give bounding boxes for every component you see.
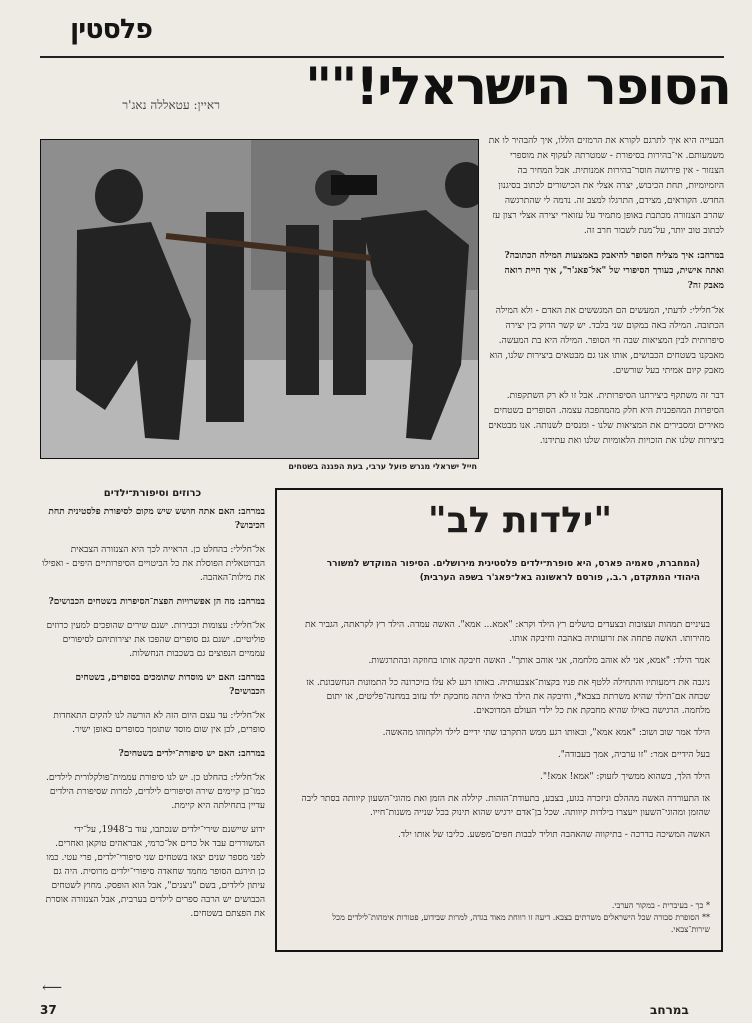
- photo-scene: [41, 140, 478, 458]
- right-column: [486, 134, 724, 459]
- question-2: במרחב: האם אתה חושש שיש מקום לסיפורת פלסטינית תחת הכיבוש?: [48, 507, 265, 531]
- story-paragraph-4: הילד אמר שוב ושוב: "אמא אמא", ובאותו רגע ממש התקרבו שתי ידיים לילד ולקחוהו מהאשה.: [382, 728, 710, 738]
- footnote-2: ** הסופרת סבורה שכל הישראלים משרתים בצבא. דיעה זו רווחת מאוד בגדה, למרות שבידוע, פטורות אימהות־לילדים מכל שירות־צבאי.: [332, 913, 710, 934]
- continue-arrow-icon: ⟵: [42, 980, 63, 996]
- story-title: "ילדות לב": [427, 500, 613, 541]
- story-footnotes: [300, 900, 710, 936]
- story-paragraph-5: בעל הידיים אמר: "זו ערביה, אמך בעבודה".: [557, 750, 710, 760]
- left-final-paragraph: ידוע שיישנם שירי־ילדים שנכתבו, עוד ב־1948, על־ידי המשוררים עבד אל כרים אל־כרמי, אבראהים טוקאן ואחרים. לפני מספר שנים יצאו בשטחים שני סיפורי־ילדים, פרי עטי. כמו כן תירגם הסופר מחמד שחאדה סיפורי־ילדים מרוסית. היה גם עיתון לילדים, בשם "ניצנים", אבל הוא הופסק. מחוץ לשטחים הכבושים יש הרבה ספרים לילדים בערבית, אבל הצנזורה אוסרת את הפצתם בשטחים.: [45, 825, 265, 919]
- story-body: [300, 618, 710, 850]
- story-paragraph-7: אז התעוררה האשה מההלם וניזכרה בגוע, בצבע, בתעודת־הזהות. קיללה את הזמן ואת מהוגי־השעון קיוותה בסתר ליבה שהזמן ומהוגי־השעון ייעצרו בילדות קיוותה. שכל בן־אדם ירגיש שהוא תינוק בכל שנייה משנות־חייו.: [301, 794, 710, 818]
- answer-2: אל־חלילי: בהחלט כן. הראייה לכך היא הצנזורה הצבאית הברוטאלית הפוסלת את כל הביטויים הסיפרותיים היפים - ואפילו את מילות־האהבה.: [42, 545, 265, 583]
- page-number: 37: [40, 1003, 57, 1017]
- news-photo: [40, 139, 479, 459]
- story-paragraph-6: הילד הלך, כשהוא ממשיך לזעוק: "אמא! אמא!".: [540, 772, 710, 782]
- story-paragraph-8: האשה המשיכה בדרכה - בתיקווה שהאהבה תוליד לבבות חפים־מפשע. כליבו של אותו ילד.: [397, 830, 710, 840]
- answer-1: אל־חלילי: לדעתי, המעשים הם המגששים את האדם - ולא המילה הכתובה. המילה באה במקום שני בלבד. יש קשר הדוק בין יצירה סיפרותית לבין המציאות שבה חי הסופר. המילה היא בת המעשה. מאבקנו בשטחים הכבושים, אותו אנו גם מבטאים ביצירות שלנו, הוא מאבק קיום אמיתי בעל שורשים.: [489, 306, 724, 376]
- headline: הסופר הישראלי!"": [305, 57, 730, 117]
- right-paragraph-4: דבר זה משתקף ביצירתנו הסיפרותית. אבל זו לא רק השתקפות. הסיפרות המהפכנית היא חלק מהמהפכה עצמה. הסופרים בשטחים מאירים ומסבירים את המציאות שלנו - ומנסים לשנותה. אנו מבטאים ביצירות שלנו את הזכויות הלאומיות שלנו ואת עתידנו.: [488, 391, 724, 446]
- left-column: [40, 505, 265, 931]
- question-1: במרחב: איך מצליח הסופר להיאבק באמצעות המילה הכתובה? ואתה אישית, כעורך הסיפורי של "אל־פאג'ר", איך היית רואה מאבק זה?: [504, 251, 724, 291]
- photo-caption: חייל ישראלי מגרש פועל ערבי, בעת הפגנה בשטחים: [288, 462, 477, 471]
- story-paragraph-2: אמר הילד: "אמא, אני לא אוהב מלחמה, אני אוהב אותך". האשה חיבקה אותו בחוזקה ובהתרגשות.: [368, 656, 710, 666]
- footnote-1: * כך - בעיברית - במקור הערבי.: [611, 901, 710, 910]
- answer-4: אל־חלילי: עד עצם היום הזה לא הורשה לנו להקים התאחדות סופרים, לכן אין שום מוסד שתומך בסופרים באופן ישיר.: [53, 711, 265, 735]
- story-intro: (המחברת, סאמיה פארס, היא סופרת־ילדים פלסטינית מירושלים. הסיפור המוקדש למשורר היהודי המתקדם, ר.ב., פורסם לראשונה באל־פאג'ר בשפה הערבית): [326, 559, 700, 583]
- right-paragraph-1: הבעייה היא איך לתרגם לקורא את הרמזים הללו, איך להבהיר לו את משמעותם. אי־בהירות בסיפורת - שמטרתה לעקוף את מוספרי הצנזור - אין פירושה חוסר־בהירות אמנותית. אבל המחיר בה היזמיומיות, תחת הכיבוש, יצרה אצלי את הכישורים לכתוב בסיגנון החדש. הקוראים, מצידם, התרגלו למצב זה. נדמה לי שהתרגשה שהרב הצנזורה מכתבת באופן מתמיד על עזוארי יצירה אצלי רצון עז לכתוב טוב יותר, על־מנת לשבור חרב זה.: [488, 136, 724, 236]
- story-paragraph-3: ניגבה את דימעותיו והתחילה ללטף את פניו בקצות־אצבעותיה. באותו רגע לא עלו בזיכרונה כל התמונות הנחשבונת. אז שכחה אם־הילד שהיא משרתת בצבא*, וחיבקה את הילד כאילו היתה מחבקת ילד עזוב במחנה־פליטים, או יתום מלחמה. הרגישה כאילו שהיא מחבקת את כל ילדי העולם המדוכאים.: [306, 678, 710, 716]
- answer-3: אל־חלילי: עצומות וכבירות. ישנם שירים שהופכים למעין כרוזים פוליטיים. ישנם גם סופרים שהפכו את יצירותיהם לסיפורים עממיים הנפוצים גם בשכבות הנחשלות.: [46, 621, 265, 659]
- left-heading: כרוזים וסיפורת־ילדים: [103, 488, 202, 499]
- section-tag: פלסטין: [69, 14, 152, 45]
- question-3: במרחב: מה הן אפשרויות הפצת־הסיפרות בשטחים הכבושים?: [48, 597, 265, 607]
- byline: ראיין: עטאללה נאג'ר: [122, 98, 220, 112]
- answer-5: אל־חלילי: בהחלט כן. יש לנו סיפורת עממית־פולקלורית לילדים. כמו־כן קיימים שירה וסיפורים לילדים, למרות שסיפורת הילדים עדיין בתחילתה היא קיימת.: [45, 773, 265, 811]
- story-paragraph-1: בעיניים תמהות ועצובות ובצעדים כושלים רץ הילד וקרא: "אמא... אמא". האשה עמדה. הילד רץ לקראתה, הגביר את מהירותו. האשה פתחה את זרועותיה באהבה וחיבקה אותו.: [305, 620, 710, 644]
- question-4: במרחב: האם יש מוסדות שתומכים בסופרים, בשטחים הכבושים?: [75, 673, 265, 697]
- magazine-name: במרחב: [650, 1003, 689, 1017]
- question-5: במרחב: האם יש סיפורת־ילדים בשטחים?: [118, 749, 265, 759]
